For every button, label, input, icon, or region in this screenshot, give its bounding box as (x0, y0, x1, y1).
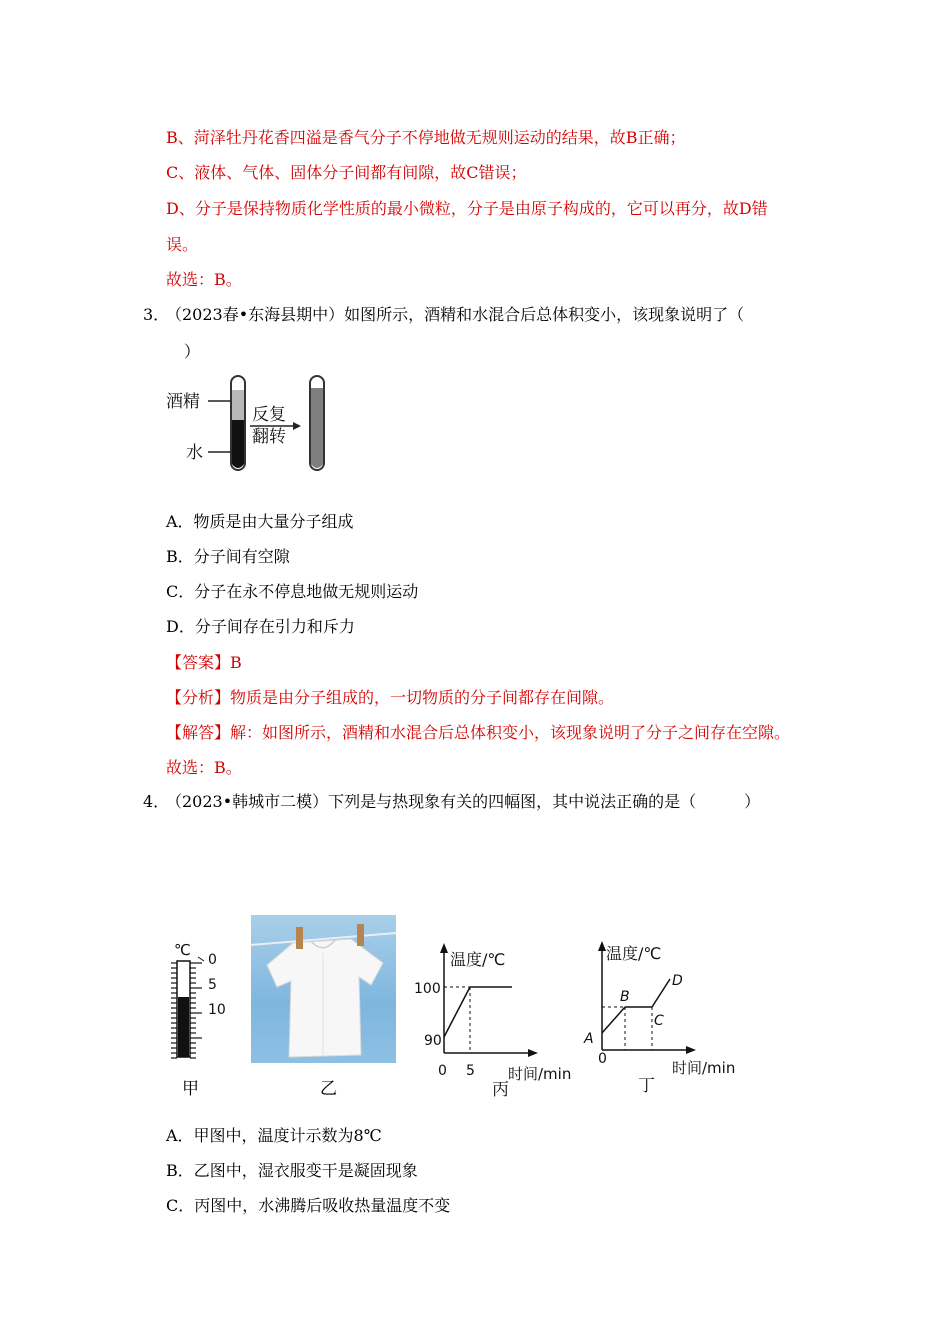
q3-analysis (166, 688, 614, 708)
label-action1: 反复 (252, 405, 286, 425)
ding-segment-cd (652, 979, 670, 1007)
tick-label-10: 10 (208, 1002, 226, 1018)
tick-label-5: 5 (208, 977, 217, 993)
q3-figure-test-tubes (160, 368, 340, 478)
bing-xlabel: 时间/min (508, 1065, 572, 1083)
q4-stem: （2023•韩城市二模）下列是与热现象有关的四幅图，其中说法正确的是（ ） (166, 792, 761, 811)
q3-option-a: A．物质是由大量分子组成 (166, 512, 354, 531)
bing-x0: 0 (438, 1063, 447, 1079)
q3-option-d: D．分子间存在引力和斥力 (166, 617, 355, 636)
yi-caption: 乙 (320, 1079, 337, 1099)
test-tube-after (310, 376, 324, 470)
bing-y-high: 100 (414, 981, 441, 997)
answer-value: B (230, 653, 242, 672)
jia-caption: 甲 (182, 1079, 199, 1099)
q3-option-c: C．分子在永不停息地做无规则运动 (166, 582, 419, 601)
fig-jia-thermometer (160, 935, 240, 1100)
prev-answer-line-b: B、菏泽牡丹花香四溢是香气分子不停地做无规则运动的结果，故B正确； (166, 128, 686, 147)
solution-text: 解：如图所示，酒精和水混合后总体积变小，该现象说明了分子之间存在空隙。 (230, 723, 791, 742)
prev-answer-conclusion: 故选：B。 (166, 270, 242, 289)
analysis-tag: 【分析】 (166, 688, 231, 707)
tick-label-0: 0 (208, 952, 217, 968)
q3-stem: （2023春•东海县期中）如图所示，酒精和水混合后总体积变小，该现象说明了（ (166, 305, 745, 324)
ding-point-a: A (584, 1031, 594, 1047)
wet-shirt-icon (251, 915, 396, 1063)
solution-tag: 【解答】 (166, 723, 231, 742)
bing-y-low: 90 (424, 1033, 442, 1049)
prev-answer-line-c: C、液体、气体、固体分子间都有间隙，故C错误； (166, 163, 527, 182)
ding-point-c: C (654, 1013, 664, 1029)
fig-bing-graph (400, 935, 595, 1100)
thermometer-unit: ℃ (174, 941, 191, 959)
q3-solution (166, 723, 790, 743)
ding-point-d: D (672, 973, 683, 989)
ding-segment-ab (602, 1007, 625, 1033)
label-action2: 翻转 (252, 427, 286, 447)
q3-stem-end: ） (184, 342, 201, 361)
ding-caption: 丁 (638, 1076, 655, 1095)
bing-ylabel: 温度/℃ (450, 950, 506, 969)
label-water: 水 (186, 443, 203, 463)
prev-answer-line-d1: D、分子是保持物质化学性质的最小微粒，分子是由原子构成的，它可以再分，故D错 (166, 199, 768, 218)
fig-ding-graph (580, 935, 750, 1095)
analysis-text: 物质是由分子组成的，一切物质的分子间都存在间隙。 (230, 688, 615, 707)
bing-caption: 丙 (492, 1080, 509, 1100)
bing-x5: 5 (466, 1063, 475, 1079)
fig-yi-photo (251, 915, 396, 1063)
label-alcohol: 酒精 (166, 392, 200, 412)
q4-number: 4． (143, 792, 170, 811)
q3-conclusion: 故选：B。 (166, 758, 242, 777)
ding-origin: 0 (598, 1051, 607, 1067)
heating-segment (444, 987, 470, 1037)
ding-ylabel: 温度/℃ (606, 944, 662, 963)
q3-answer (166, 653, 242, 673)
ding-xlabel: 时间/min (672, 1059, 736, 1077)
ding-point-b: B (620, 989, 630, 1005)
q4-option-c: C．丙图中，水沸腾后吸收热量温度不变 (166, 1196, 451, 1215)
arrow-head-icon (293, 422, 301, 430)
q4-option-a: A．甲图中，温度计示数为8℃ (166, 1126, 382, 1145)
answer-tag: 【答案】 (166, 653, 231, 672)
thermometer-liquid (178, 997, 189, 1057)
test-tube-before (231, 376, 245, 470)
q3-number: 3． (143, 305, 170, 324)
q4-option-b: B．乙图中，湿衣服变干是凝固现象 (166, 1161, 418, 1180)
prev-answer-line-d2: 误。 (166, 235, 199, 254)
q3-option-b: B．分子间有空隙 (166, 547, 290, 566)
